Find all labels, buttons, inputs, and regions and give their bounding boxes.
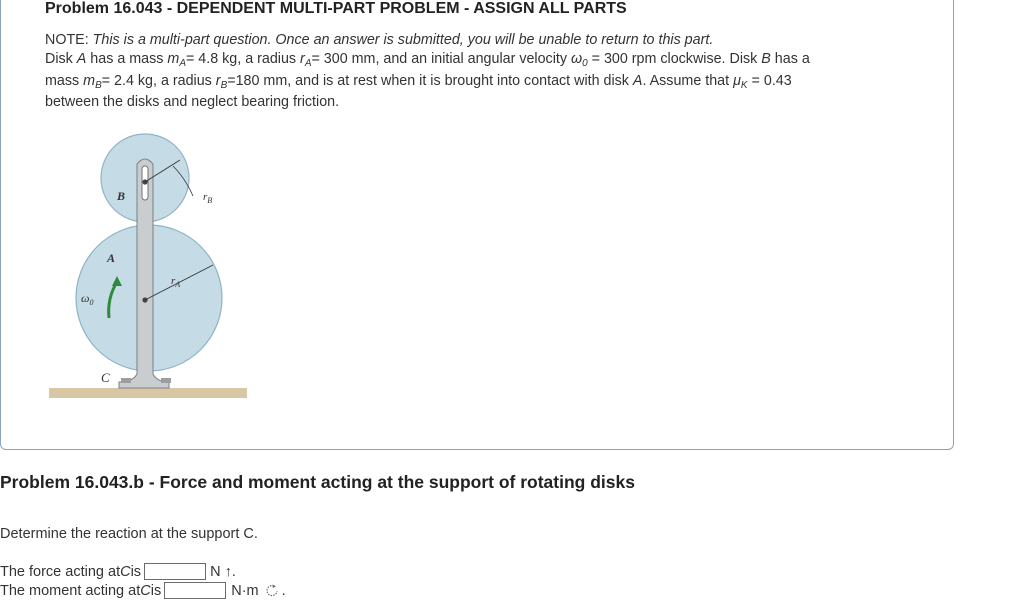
disk-diagram — [45, 126, 255, 402]
subscript-0: 0 — [582, 58, 588, 69]
subscript-B: B — [95, 80, 102, 91]
text-span: mass — [45, 73, 84, 89]
text-span: . Assume that — [642, 73, 734, 89]
text-span: has a mass — [86, 51, 168, 67]
text-span: =180 mm, and is at rest when it is brought into contact with disk — [227, 73, 633, 89]
force-unit: N ↑. — [210, 563, 236, 580]
label-omega-sub: 0 — [89, 298, 94, 307]
note-body: This is a multi-part question. Once an answer is submitted, you will be unable to return to this part. — [92, 32, 714, 48]
symbol-r: r — [300, 51, 305, 67]
force-input[interactable] — [144, 563, 206, 580]
symbol-m: m — [167, 51, 180, 67]
symbol-omega: ω — [570, 51, 583, 67]
label-sub-B: B — [207, 196, 213, 205]
subscript-B: B — [220, 80, 228, 91]
symbol-B: B — [761, 51, 771, 67]
subscript-A: A — [179, 58, 186, 69]
counterclockwise-arrow-icon — [264, 584, 280, 598]
text-span: = 300 mm, and an initial angular velocity — [311, 51, 571, 67]
text-span: = 0.43 — [747, 73, 792, 89]
problem-title: Problem 16.043 - DEPENDENT MULTI-PART PROBLEM - ASSIGN ALL PARTS — [45, 0, 627, 17]
label-omega-symbol: ω — [81, 291, 90, 305]
symbol-C: C — [120, 563, 131, 580]
label-C: C — [101, 370, 110, 385]
label-A: A — [107, 251, 116, 265]
moment-unit: N·m — [231, 582, 259, 599]
subscript-A: A — [304, 58, 312, 69]
symbol-A: A — [76, 51, 87, 67]
note-label: NOTE: — [45, 32, 93, 48]
contact-pad — [121, 378, 131, 383]
text-span: has a — [770, 51, 810, 67]
symbol-m: m — [83, 73, 96, 89]
symbol-A: A — [632, 73, 643, 89]
label-B: B — [117, 189, 126, 203]
problem-line-3: between the disks and neglect bearing friction. — [45, 94, 340, 110]
is-label: is — [150, 582, 162, 599]
symbol-mu: μ — [733, 73, 741, 89]
is-label: is — [130, 563, 142, 580]
contact-pad — [161, 378, 171, 383]
force-label: The force acting at — [0, 563, 121, 580]
moment-input[interactable] — [164, 582, 226, 599]
part-b-question: Determine the reaction at the support C. — [0, 526, 258, 542]
text-span: Disk — [45, 51, 77, 67]
label-r: r — [203, 191, 208, 203]
text-span: = 2.4 kg, a radius — [101, 73, 216, 89]
part-b-title: Problem 16.043.b - Force and moment acting at the support of rotating disks — [0, 472, 635, 492]
force-row — [0, 563, 236, 580]
subscript-K: K — [740, 80, 748, 91]
moment-row — [0, 582, 286, 599]
note-line — [45, 30, 713, 51]
ground — [49, 388, 247, 398]
label-sub-A: A — [175, 280, 181, 289]
moment-label: The moment acting at — [0, 582, 141, 599]
moment-end: . — [281, 582, 286, 599]
text-span: = 4.8 kg, a radius — [185, 51, 301, 67]
label-rB — [203, 191, 212, 205]
symbol-r: r — [215, 73, 221, 89]
symbol-C: C — [140, 582, 151, 599]
label-r: r — [171, 275, 176, 287]
text-span: = 300 rpm clockwise. Disk — [587, 51, 762, 67]
